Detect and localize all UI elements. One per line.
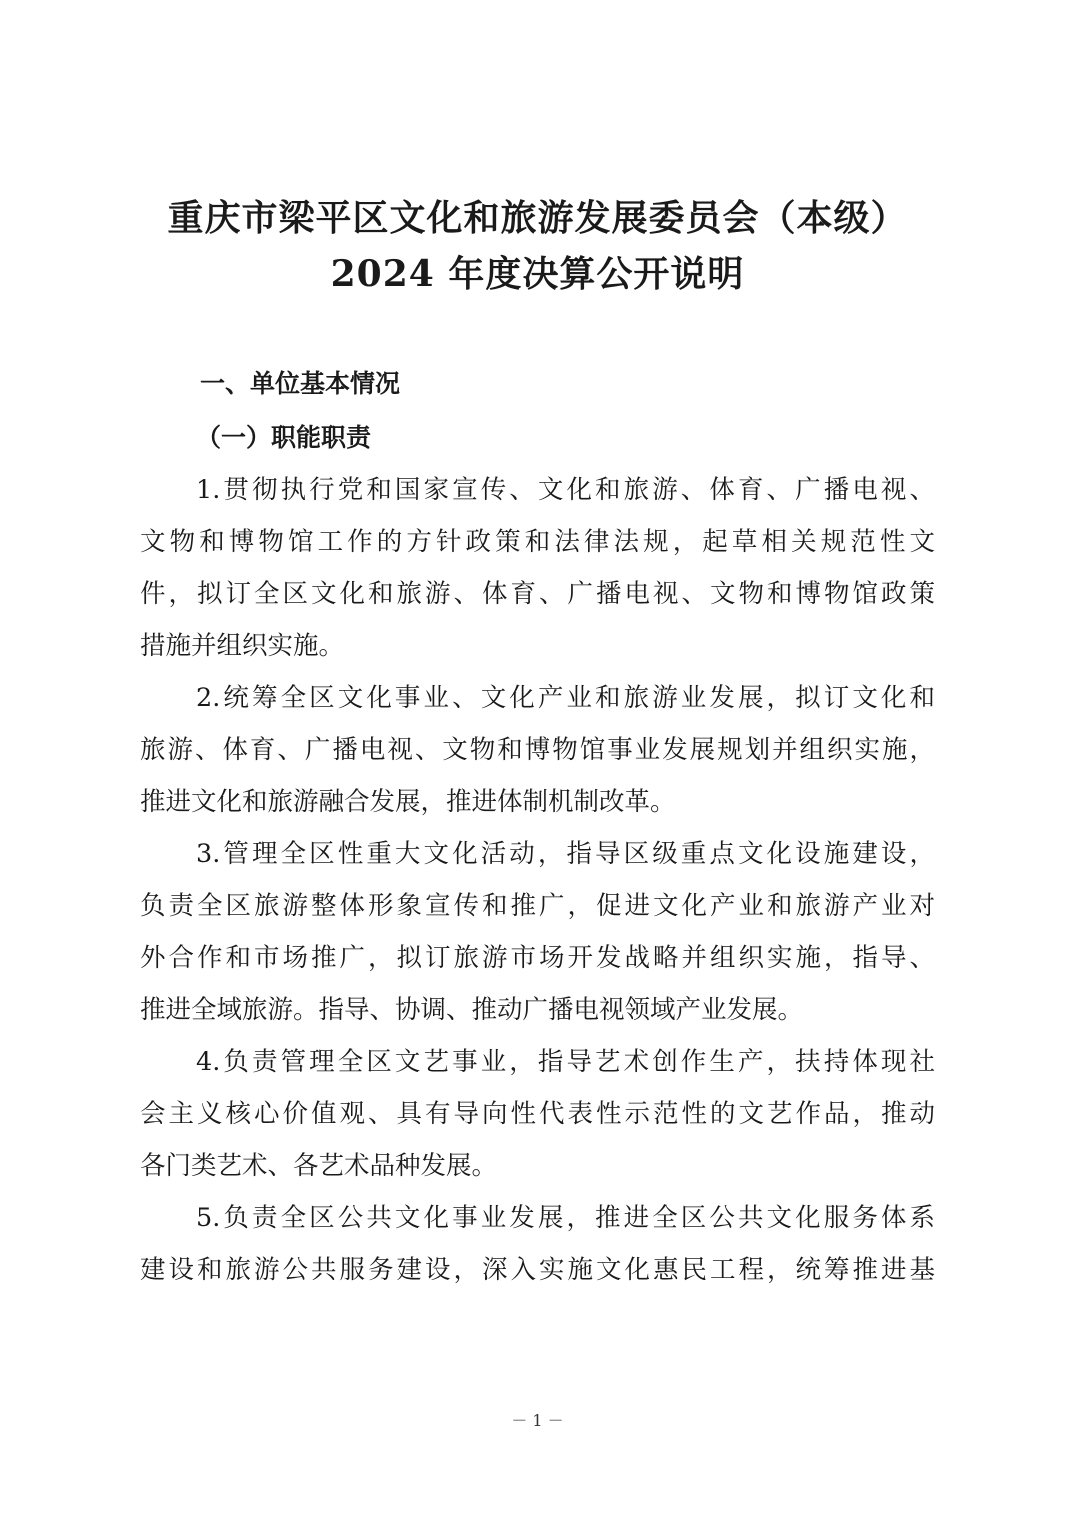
body-line: 5.负责全区公共文化事业发展，推进全区公共文化服务体系 xyxy=(196,1203,935,1233)
body-line: 外合作和市场推广，拟订旅游市场开发战略并组织实施，指导、 xyxy=(140,943,935,973)
document-title-line-1: 重庆市梁平区文化和旅游发展委员会（本级） xyxy=(167,197,908,239)
body-line: 会主义核心价值观、具有导向性代表性示范性的文艺作品，推动 xyxy=(140,1099,935,1129)
body-line: 推进文化和旅游融合发展，推进体制机制改革。 xyxy=(140,787,676,817)
page-number: － 1 － xyxy=(511,1411,564,1430)
body-line: 2.统筹全区文化事业、文化产业和旅游业发展，拟订文化和 xyxy=(196,683,935,713)
document-title-line-2: 2024 年度决算公开说明 xyxy=(330,253,745,295)
body-line: 4.负责管理全区文艺事业，指导艺术创作生产，扶持体现社 xyxy=(196,1047,935,1077)
body-line: 各门类艺术、各艺术品种发展。 xyxy=(140,1151,498,1181)
subsection-heading: （一）职能职责 xyxy=(196,423,372,452)
body-line: 文物和博物馆工作的方针政策和法律法规，起草相关规范性文 xyxy=(140,527,935,557)
body-line: 负责全区旅游整体形象宣传和推广，促进文化产业和旅游产业对 xyxy=(140,891,935,921)
body-line: 件，拟订全区文化和旅游、体育、广播电视、文物和博物馆政策 xyxy=(140,579,935,609)
body-line: 1.贯彻执行党和国家宣传、文化和旅游、体育、广播电视、 xyxy=(196,475,935,505)
body-line: 旅游、体育、广播电视、文物和博物馆事业发展规划并组织实施， xyxy=(140,735,935,765)
body-line: 措施并组织实施。 xyxy=(140,631,345,661)
body-line: 3.管理全区性重大文化活动，指导区级重点文化设施建设， xyxy=(196,839,935,869)
body-line: 建设和旅游公共服务建设，深入实施文化惠民工程，统筹推进基 xyxy=(140,1255,935,1285)
body-line: 推进全域旅游。指导、协调、推动广播电视领域产业发展。 xyxy=(140,995,804,1025)
section-heading: 一、单位基本情况 xyxy=(200,369,401,398)
